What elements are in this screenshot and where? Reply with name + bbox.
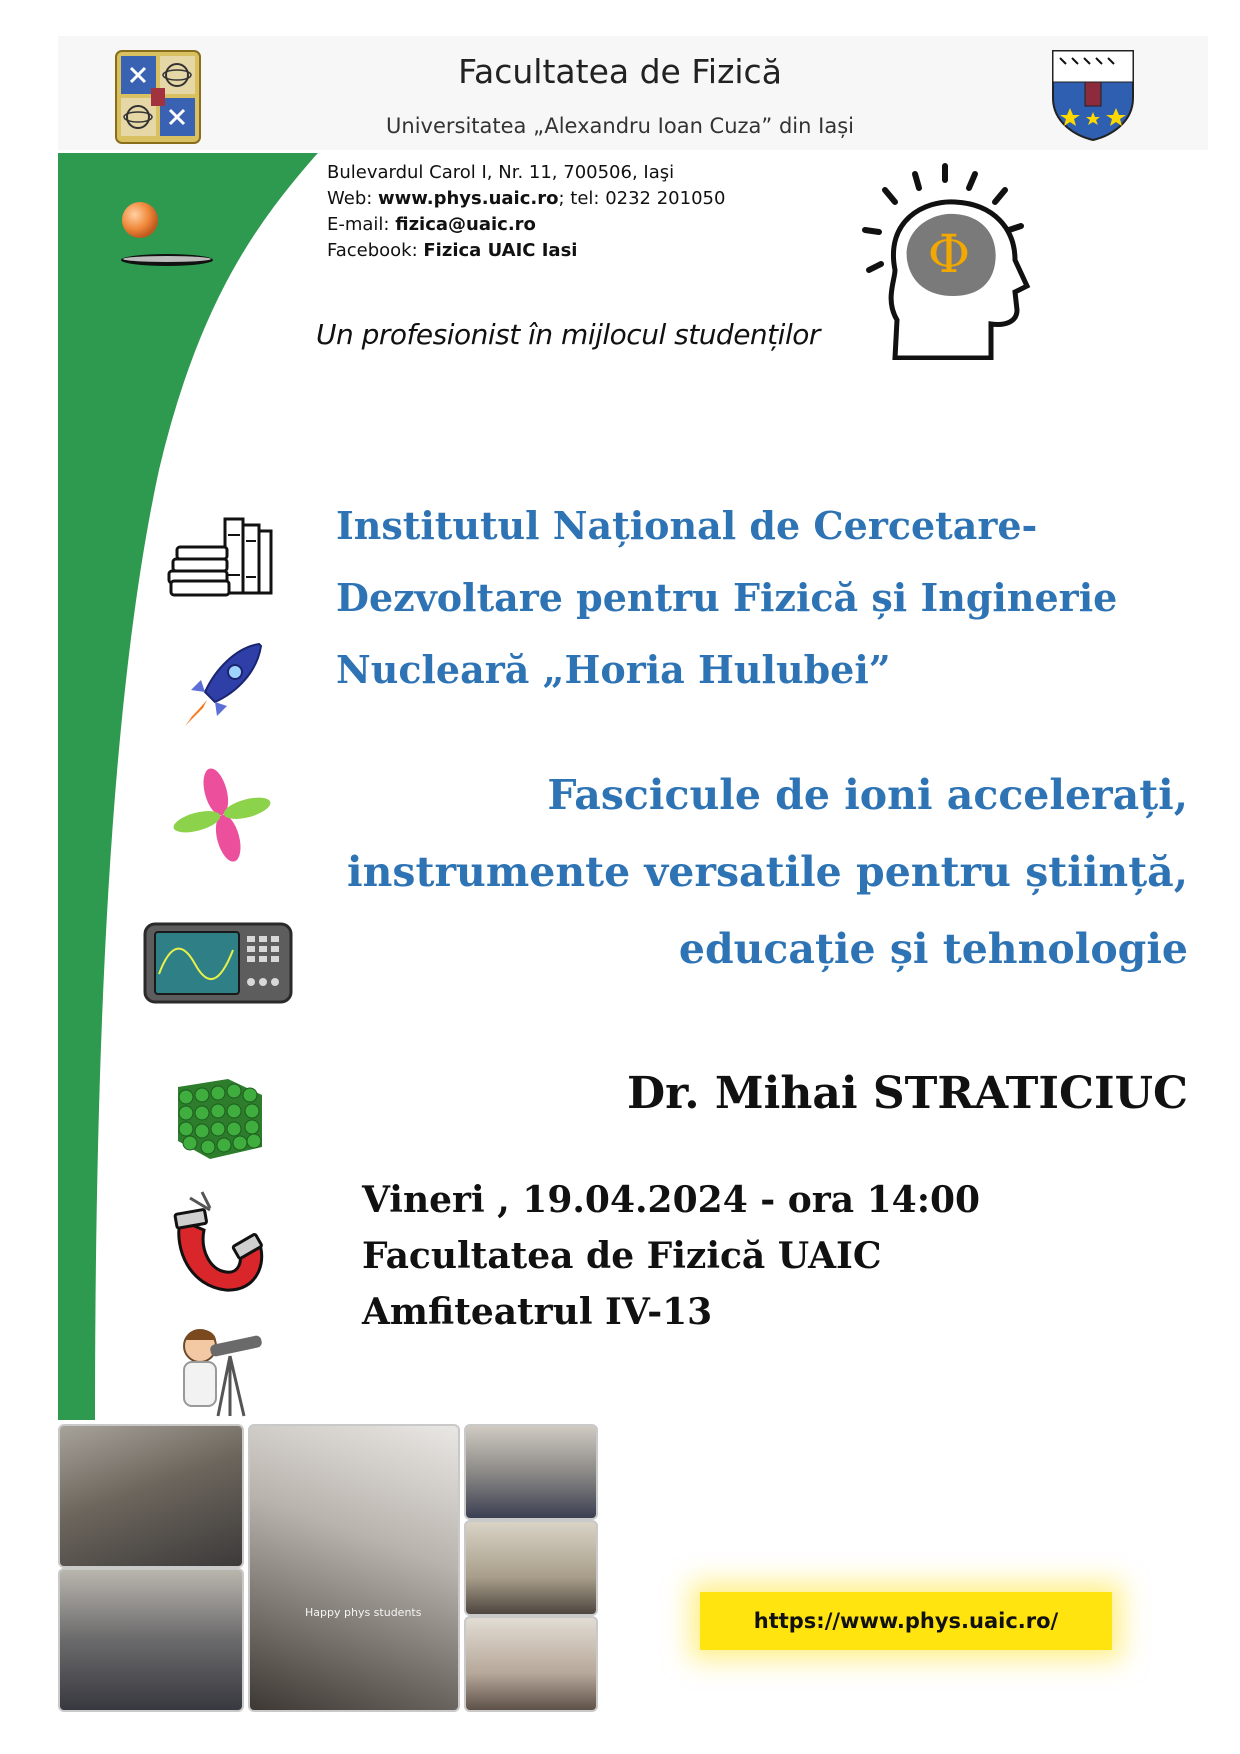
photo-caption: Happy phys students [305,1606,422,1619]
talk-title: Fascicule de ioni accelerați, instrumente versatile pentru știință, educație și tehnologie [347,771,1188,973]
address-line: Bulevardul Carol I, Nr. 11, 700506, Iaşi [327,162,675,183]
university-subtitle: Universitatea „Alexandru Ioan Cuza” din Iași [386,114,854,138]
phi-symbol: Φ [927,225,971,285]
books-icon [165,515,275,601]
photo-graduation [464,1424,598,1520]
brain-phi-icon [845,160,1035,360]
footer-url[interactable]: https://www.phys.uaic.ro/ [753,1609,1059,1633]
facebook-link[interactable]: Fizica UAIC Iasi [423,240,578,261]
telescope-scientist-icon [170,1318,270,1418]
event-place: Facultatea de Fizică UAIC [362,1235,882,1277]
web-line: Web: www.phys.uaic.ro; tel: 0232 201050 [327,188,726,209]
web-link[interactable]: www.phys.uaic.ro [378,188,559,209]
email-link[interactable]: fizica@uaic.ro [395,214,536,235]
rocket-icon [175,640,265,732]
photo-lab-students [58,1424,244,1568]
event-details [362,1172,980,1340]
photo-museum [464,1616,598,1712]
motto: Un profesionist în mijlocul studenților [316,318,820,351]
contact-block [327,160,725,264]
institute-title: Institutul Național de Cercetare- Dezvoltare pentru Fizică și Inginerie Nucleară „Horia Hulubei” [336,503,1118,692]
crystal-lattice-icon [164,1065,274,1165]
event-date: Vineri , 19.04.2024 - ora 14:00 [362,1179,981,1221]
ball-icon [115,198,215,268]
facebook-line: Facebook: Fizica UAIC Iasi [327,240,578,261]
footer-url-bar[interactable] [700,1592,1112,1650]
photo-computer-lab [58,1568,244,1712]
event-room: Amfiteatrul IV-13 [362,1291,713,1333]
magnet-icon [170,1190,270,1296]
speaker-name: Dr. Mihai STRATICIUC [626,1068,1188,1119]
faculty-title: Facultatea de Fizică [458,52,782,91]
photo-happy-students [248,1424,460,1712]
orbital-icon [170,765,275,865]
oscilloscope-icon [143,922,293,1004]
photo-masked-students [464,1520,598,1616]
email-line: E-mail: fizica@uaic.ro [327,214,536,235]
